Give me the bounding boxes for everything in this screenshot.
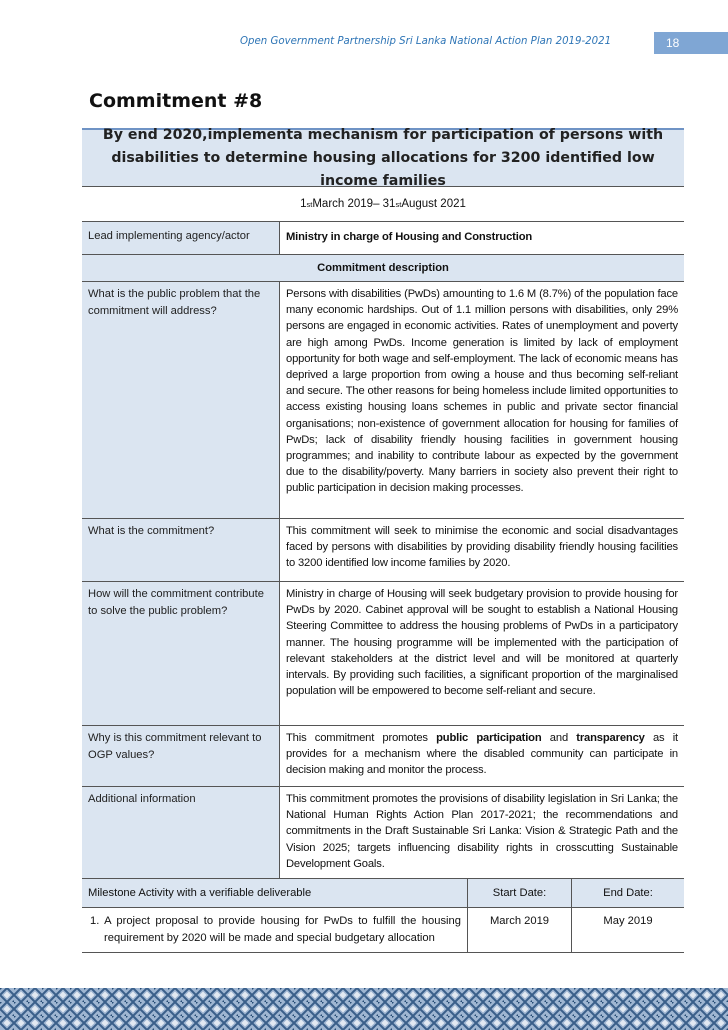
date-start-day: 1 xyxy=(300,198,307,210)
additional-label: Additional information xyxy=(82,787,280,878)
why-bold-transparency: transparency xyxy=(576,732,645,744)
page-number: 18 xyxy=(654,32,728,54)
why-text-1: This commitment promotes xyxy=(286,732,437,744)
milestone-end-date: May 2019 xyxy=(603,915,653,927)
date-start-rest: March 2019– 31 xyxy=(312,198,396,210)
commitment-label: What is the commitment? xyxy=(82,519,280,581)
commitment-table xyxy=(82,128,684,953)
problem-value: Persons with disabilities (PwDs) amounting to 1.6 M (8.7%) of the population face many economic hardships. Out of 1.1 million persons with disabilities, only 29% persons are engaged in economic activities. Rates of unemployment and poverty are high among PwDs. Income generation is limited by lack of employment opportunity for both wage and self-employment. The lack of economic means has deprived a large proportion from owing a house and thus becoming self-reliant and secure. The other reasons for being homeless include limited opportunities to access existing housing loans schemes in public and private sector financial organisations; non-existence of government allocation for housing for families of PwDs; lack of disability friendly housing facilities in government housing programmes; and inability to contribute labour as expected by the government due to the disability/poverty. Many barriers in society also prevent their right to public participation in decision making processes. xyxy=(286,288,678,495)
milestone-header xyxy=(82,879,684,908)
milestone-header-end: End Date: xyxy=(572,879,684,907)
commitment-value: This commitment will seek to minimise the economic and social disadvantages faced by persons with disabilities by providing disability friendly housing facilities to 3200 identified low income families by 2020. xyxy=(286,525,678,570)
footer-pattern xyxy=(0,988,728,1030)
row-additional-info xyxy=(82,787,684,879)
how-label: How will the commitment contribute to solve the public problem? xyxy=(82,582,280,725)
row-public-problem xyxy=(82,282,684,519)
milestone-header-start: Start Date: xyxy=(468,879,572,907)
problem-label: What is the public problem that the commitment will address? xyxy=(82,282,280,518)
why-text-3: as it provides for a mechanism where the disabled community can participate in decision making and monitor the process. xyxy=(286,732,678,777)
how-value: Ministry in charge of Housing will seek budgetary provision to provide housing for PwDs by 2020. Cabinet approval will be sought to establish a National Housing Steering Committee to address the housing problems of PwDs in a participatory manner. The housing programme will be implemented with the participation of relevant stakeholders at the district level and will be monitored at quarterly intervals. By providing such facilities, a significant proportion of the marginalised population will be empowered to become self-reliant and secure. xyxy=(286,588,678,698)
milestone-row xyxy=(82,908,684,953)
page-header xyxy=(0,32,728,54)
milestone-activity: 1. A project proposal to provide housing for PwDs to fulfill the housing requirement by 2020 will be made and special budgetary allocation xyxy=(82,908,468,952)
description-heading: Commitment description xyxy=(82,255,684,282)
milestone-start-date: March 2019 xyxy=(468,908,572,952)
header-title: Open Government Partnership Sri Lanka National Action Plan 2019-2021 xyxy=(240,36,612,47)
date-end-rest: August 2021 xyxy=(401,198,466,210)
row-commitment xyxy=(82,519,684,582)
commitment-heading: Commitment #8 xyxy=(89,90,263,112)
date-start-sup: st xyxy=(306,199,313,209)
date-end-sup: st xyxy=(395,199,402,209)
lead-agency-label: Lead implementing agency/actor xyxy=(82,222,280,254)
why-bold-public-participation: public participation xyxy=(436,732,542,744)
why-value xyxy=(280,726,684,786)
lead-agency-value: Ministry in charge of Housing and Construction xyxy=(286,230,533,243)
row-ogp-relevance xyxy=(82,726,684,787)
footer-pattern-fill xyxy=(0,988,728,1030)
row-lead-agency xyxy=(82,222,684,255)
row-how-contribute xyxy=(82,582,684,726)
why-text-2: and xyxy=(541,732,577,744)
milestone-header-activity: Milestone Activity with a verifiable deliverable xyxy=(82,879,468,907)
commitment-title: By end 2020,implementa mechanism for participation of persons with disabilities to determine housing allocations for 3200 identified low income families xyxy=(82,128,684,187)
additional-value: This commitment promotes the provisions of disability legislation in Sri Lanka; the National Human Rights Action Plan 2017-2021; the recommendations and commitments in the Draft Sustainable Sri Lanka: Vision & Strategic Path and the Vision 2025; targets influencing disability rights in crosscutting Sustainable Development Goals. xyxy=(286,793,678,870)
why-label: Why is this commitment relevant to OGP values? xyxy=(82,726,280,786)
